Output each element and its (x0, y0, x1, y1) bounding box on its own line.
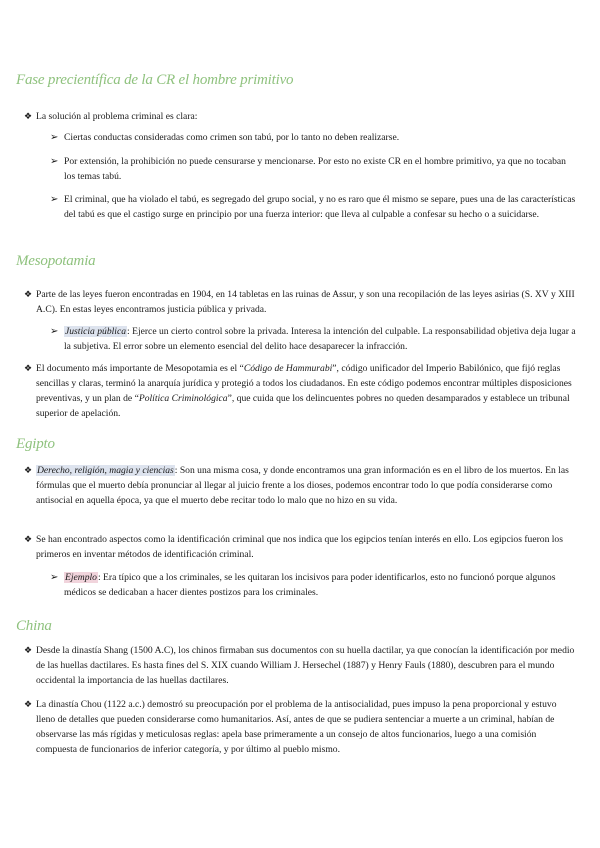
highlighted-term: Ejemplo (65, 572, 97, 583)
bullet-item (24, 532, 576, 562)
sub-bullet-item (50, 192, 576, 222)
section-heading-china: China (16, 618, 52, 634)
highlighted-term: Justicia pública (65, 326, 127, 337)
emphasis-text: Política Criminológica (138, 393, 228, 404)
arrow-bullet-icon: ➢ (50, 572, 59, 583)
sub-bullet-item (50, 324, 576, 354)
arrow-bullet-icon: ➢ (50, 194, 59, 205)
sub-bullet-text: Ciertas conductas consideradas como crimen son tabú, por lo tanto no deben realizarse. (64, 132, 400, 143)
diamond-bullet-icon: ❖ (24, 534, 33, 544)
bullet-item (24, 287, 576, 317)
diamond-bullet-icon: ❖ (24, 111, 33, 121)
bullet-text (36, 361, 576, 421)
text-run: El documento más importante de Mesopotamia es el “ (36, 363, 244, 374)
emphasis-text: Código de Hammurabi (243, 363, 333, 374)
arrow-bullet-icon: ➢ (50, 326, 59, 337)
term-definition: : Era típico que a los criminales, se les quitaran los incisivos para poder identificarlos, esto no funcionó porque algunos médicos se dedicaban a hacer dientes postizos para los criminales. (64, 572, 556, 598)
sub-bullet-text: El criminal, que ha violado el tabú, es segregado del grupo social, y no es raro que él mismo se separe, pues una de las características del tabú es que el castigo surge en principio por una fuerza interior: que lleva al culpable a confesar su hecho o a suicidarse. (64, 194, 576, 220)
term-definition: : Ejerce un cierto control sobre la privada. Interesa la intención del culpable. La responsabilidad objetiva deja lugar a la subjetiva. El error sobre un elemento esencial del delito hace desaparecer la infracción. (64, 326, 576, 352)
diamond-bullet-icon: ❖ (24, 465, 33, 475)
bullet-text: Desde la dinastía Shang (1500 A.C), los chinos firmaban sus documentos con su huella dactilar, ya que conocían la identificación por medio de las huellas dactilares. Es hasta fines del S. XIX cuando William J. Hersechel (1887) y Henry Fauls (1880), descubren para el mundo occidental la importancia de las huellas dactilares. (36, 645, 575, 686)
arrow-bullet-icon: ➢ (50, 132, 59, 143)
bullet-text: La solución al problema criminal es clara: (36, 111, 198, 122)
bullet-item (24, 463, 576, 508)
sub-bullet-text: Por extensión, la prohibición no puede censurarse y mencionarse. Por esto no existe CR en el hombre primitivo, ya que no tocaban los temas tabú. (64, 156, 566, 182)
sub-bullet-item (50, 130, 576, 145)
bullet-item (24, 697, 576, 757)
bullet-item (24, 109, 576, 124)
sub-bullet-item (50, 154, 576, 184)
text-run: ”, que cuida que los delincuentes pobres no queden desamparados y establece un tribunal superior de apelación. (36, 393, 570, 419)
bullet-text: La dinastía Chou (1122 a.c.) demostró su preocupación por el problema de la antisocialidad, pues impuso la pena proporcional y estuvo lleno de detalles que pueden considerarse como humanitarios. Así, antes de que se pudiera sentenciar a muerte a un criminal, habían de observarse las más rígidas y meticulosas reglas: apela base primeramente a un consejo de altos funcionarios, luego a una comisión compuesta de funcionarios de inferior categoría, y por último al pueblo mismo. (36, 699, 557, 755)
diamond-bullet-icon: ❖ (24, 289, 33, 299)
diamond-bullet-icon: ❖ (24, 645, 33, 655)
bullet-text (36, 463, 576, 508)
section-heading-egypt: Egipto (16, 436, 55, 452)
section-heading-primitive: Fase precientífica de la CR el hombre primitivo (16, 72, 294, 88)
text-run: ”, código unificador del Imperio Babilónico, que fijó reglas sencillas y claras, terminó la anarquía jurídica y protegió a todos los ciudadanos. En este código podemos encontrar múltiples disposiciones preventivas, y un plan de “ (36, 363, 572, 404)
arrow-bullet-icon: ➢ (50, 156, 59, 167)
diamond-bullet-icon: ❖ (24, 699, 33, 709)
bullet-item (24, 643, 576, 688)
term-definition: : Son una misma cosa, y donde encontramos una gran información es en el libro de los muertos. En las fórmulas que el muerto debía pronunciar al llegar al juicio frente a los dioses, podemos encontrar todo lo que podía considerarse como antisocial en aquella época, ya que el muerto debe recitar todo lo malo que no hizo en su vida. (36, 465, 569, 506)
sub-bullet-text (64, 570, 576, 600)
diamond-bullet-icon: ❖ (24, 363, 33, 373)
highlighted-term: Derecho, religión, magia y ciencias (37, 465, 174, 476)
section-heading-mesopotamia: Mesopotamia (16, 253, 96, 269)
bullet-item (24, 361, 576, 421)
sub-bullet-item (50, 570, 576, 600)
bullet-text: Se han encontrado aspectos como la identificación criminal que nos indica que los egipcios tenían interés en ello. Los egipcios fueron los primeros en inventar métodos de identificación criminal. (36, 534, 563, 560)
bullet-text: Parte de las leyes fueron encontradas en 1904, en 14 tabletas en las ruinas de Assur, y son una recopilación de las leyes asirias (S. XV y XIII A.C). En estas leyes encontramos justicia pública y privada. (36, 289, 575, 315)
sub-bullet-text (64, 324, 576, 354)
